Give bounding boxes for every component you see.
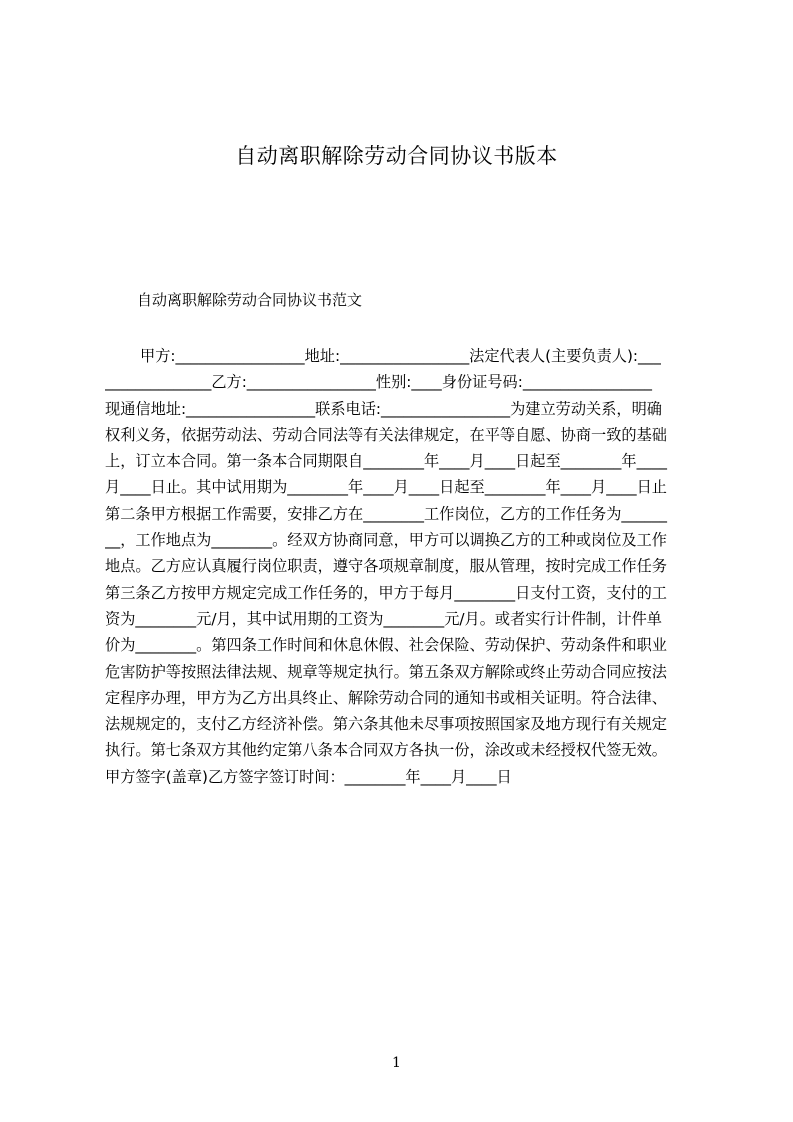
body-line: 执行。第七条双方其他约定第八条本合同双方各执一份，涂改或未经授权代签无效。 <box>105 741 667 760</box>
body-line: 甲方:_________________地址:_________________法定代表人(主要负责人):___ <box>140 347 661 365</box>
body-line: __，工作地点为________。经双方协商同意，甲方可以调换乙方的工种或岗位及工作 <box>105 531 667 550</box>
body-line: 现通信地址:_________________联系电话:_________________为建立劳动关系，明确 <box>105 399 662 418</box>
body-line: 上，订立本合同。第一条本合同期限自________年____月____日起至________年____ <box>105 452 667 471</box>
document-title: 自动离职解除劳动合同协议书版本 <box>235 144 558 168</box>
body-line: ______________乙方:_________________性别:____身份证号码:_________________ <box>105 373 652 392</box>
body-line: 权利义务，依据劳动法、劳动合同法等有关法律规定，在平等自愿、协商一致的基础 <box>105 425 667 444</box>
body-line: 地点。乙方应认真履行岗位职责，遵守各项规章制度，服从管理，按时完成工作任务 <box>105 557 667 576</box>
body-line: 第三条乙方按甲方规定完成工作任务的，甲方于每月________日支付工资，支付的工 <box>105 583 667 602</box>
signature-line: 甲方签字(盖章)乙方签字签订时间：________年____月____日 <box>105 767 512 786</box>
body-line: 第二条甲方根据工作需要，安排乙方在________工作岗位，乙方的工作任务为______ <box>105 504 667 523</box>
document-subtitle: 自动离职解除劳动合同协议书范文 <box>137 291 363 309</box>
body-line: 定程序办理，甲方为乙方出具终止、解除劳动合同的通知书或相关证明。符合法律、 <box>105 688 667 707</box>
contract-body <box>105 343 705 790</box>
body-line: 价为________。第四条工作时间和休息休假、社会保险、劳动保护、劳动条件和职业 <box>105 636 667 655</box>
body-line: 法规规定的，支付乙方经济补偿。第六条其他未尽事项按照国家及地方现行有关规定 <box>105 715 667 734</box>
body-line: 月____日止。其中试用期为________年____月____日起至________年____月____日止 <box>105 478 667 497</box>
body-line: 资为________元/月，其中试用期的工资为________元/月。或者实行计件制，计件单 <box>105 609 662 628</box>
page-number: 1 <box>392 1055 401 1071</box>
body-line: 危害防护等按照法律法规、规章等规定执行。第五条双方解除或终止劳动合同应按法 <box>105 662 667 681</box>
